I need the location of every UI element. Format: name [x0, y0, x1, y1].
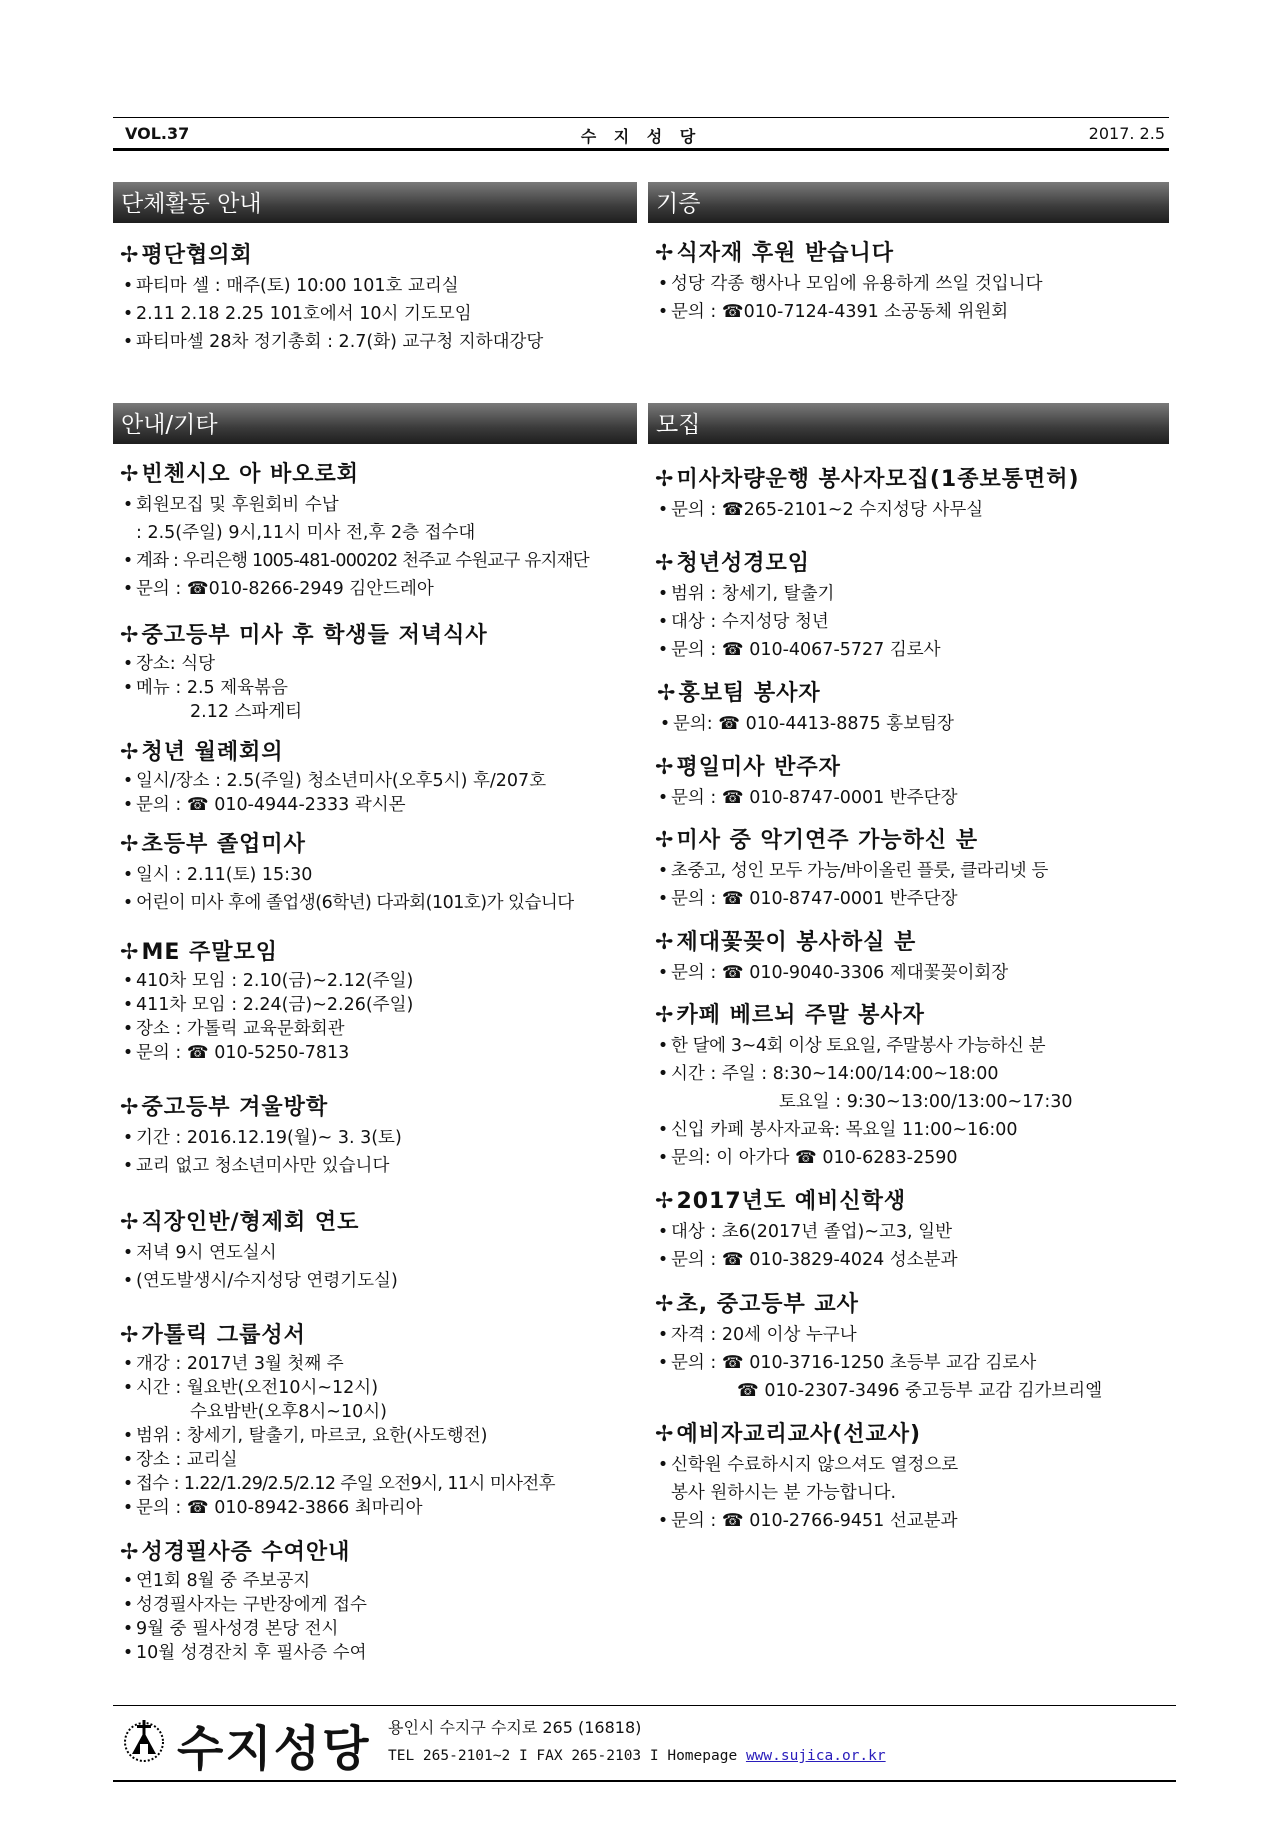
cross-icon: ✢: [655, 1003, 675, 1028]
item-title: ✢가톨릭 그룹성서: [120, 1323, 306, 1348]
bullet-icon: •: [122, 332, 134, 352]
item-title: ✢중고등부 겨울방학: [120, 1095, 329, 1120]
item-title: ✢빈첸시오 아 바오로회: [120, 462, 360, 487]
list-item: • 문의 : ☎ 010-5250-7813: [120, 1041, 413, 1065]
list-item: • 대상 : 초6(2017년 졸업)~고3, 일반: [655, 1218, 957, 1246]
bullet-icon: •: [122, 1019, 134, 1039]
bullet-icon: •: [657, 788, 669, 808]
list-item: • 2.11 2.18 2.25 101호에서 10시 기도모임: [120, 300, 543, 328]
cross-icon: ✢: [120, 940, 140, 965]
list-item: • 문의 : ☎265-2101~2 수지성당 사무실: [655, 496, 1080, 524]
cross-icon: ✢: [655, 828, 675, 853]
bullet-icon: •: [122, 654, 134, 674]
bullet-icon: •: [122, 1378, 134, 1398]
bullet-icon: •: [657, 1353, 669, 1373]
list-item: 수요밤반(오후8시~10시): [190, 1402, 387, 1422]
list-item: • 파티마셀 28차 정기총회 : 2.7(화) 교구청 지하대강당: [120, 328, 543, 356]
cross-icon: ✢: [120, 1095, 140, 1120]
item-title: ✢평단협의회: [120, 243, 253, 268]
list-item: • 장소 : 교리실: [120, 1448, 555, 1472]
bullet-icon: •: [657, 963, 669, 983]
item-weekday-organist: [655, 750, 957, 812]
list-item: • 연1회 8월 중 주보공지: [120, 1569, 367, 1593]
bullet-icon: •: [657, 889, 669, 909]
cross-icon: ✢: [120, 1210, 140, 1235]
bullet-icon: •: [657, 1036, 669, 1056]
list-item: • 문의 : ☎ 010-8747-0001 반주단장: [655, 885, 1048, 913]
bullet-icon: •: [657, 640, 669, 660]
list-item: • 문의: 이 아가다 ☎ 010-6283-2590: [655, 1144, 1073, 1172]
list-item: • 대상 : 수지성당 청년: [655, 608, 941, 636]
bullet-icon: •: [122, 995, 134, 1015]
bullet-icon: •: [122, 1474, 134, 1494]
list-item: 봉사 원하시는 분 가능합니다.: [671, 1483, 897, 1503]
item-bible-group: [120, 1318, 555, 1520]
cross-icon: ✢: [120, 243, 140, 268]
bullet-icon: •: [122, 893, 134, 913]
bullet-icon: •: [657, 584, 669, 604]
cross-icon: ✢: [655, 467, 675, 492]
item-teachers: [655, 1287, 1102, 1405]
list-item: • 성경필사자는 구반장에게 접수: [120, 1593, 367, 1617]
cross-icon: ✢: [655, 930, 675, 955]
cross-icon: ✢: [120, 1540, 140, 1565]
newsletter-title: 수 지 성 당: [580, 127, 702, 146]
bullet-icon: •: [657, 1120, 669, 1140]
list-item: • 초중고, 성인 모두 가능/바이올린 플룻, 클라리넷 등: [655, 857, 1048, 885]
list-item: • 일시 : 2.11(토) 15:30: [120, 861, 574, 889]
list-item: 2.12 스파게티: [190, 702, 303, 722]
bullet-icon: •: [122, 1271, 134, 1291]
list-item: • 범위 : 창세기, 탈출기: [655, 580, 941, 608]
item-pyeongdan: [120, 238, 543, 356]
volume-number: VOL.37: [125, 124, 190, 143]
item-young-adult-meeting: [120, 735, 546, 817]
bullet-icon: •: [122, 1643, 134, 1663]
bullet-icon: •: [122, 771, 134, 791]
item-bible-transcription: [120, 1535, 367, 1665]
item-driver-volunteer: [655, 462, 1080, 524]
cross-icon: ✢: [655, 1189, 675, 1214]
bullet-icon: •: [122, 1619, 134, 1639]
church-contact: [388, 1748, 886, 1764]
cross-icon: ✢: [655, 551, 675, 576]
item-title: ✢직장인반/형제회 연도: [120, 1210, 360, 1235]
list-item: • 10월 성경잔치 후 필사증 수여: [120, 1641, 367, 1665]
bullet-icon: •: [122, 495, 134, 515]
list-item: • 접수 : 1.22/1.29/2.5/2.12 주일 오전9시, 11시 미사전후: [120, 1472, 555, 1496]
bullet-icon: •: [122, 579, 134, 599]
list-item: • 문의 : ☎ 010-3716-1250 초등부 교감 김로사: [655, 1349, 1102, 1377]
bullet-icon: •: [122, 1156, 134, 1176]
cross-icon: ✢: [655, 1292, 675, 1317]
item-pr-volunteer: [657, 676, 954, 738]
list-item: • 문의 : ☎ 010-3829-4024 성소분과: [655, 1246, 957, 1274]
bullet-icon: •: [122, 1571, 134, 1591]
list-item: • 9월 중 필사성경 본당 전시: [120, 1617, 367, 1641]
list-item: • 신학원 수료하시지 않으셔도 열정으로: [655, 1451, 958, 1479]
church-logo-icon: [123, 1714, 165, 1770]
list-item: • 문의 : ☎ 010-4944-2333 곽시몬: [120, 793, 546, 817]
bullet-icon: •: [122, 1354, 134, 1374]
list-item: • 문의 : ☎010-7124-4391 소공동체 위원회: [655, 298, 1042, 326]
item-winter-break: [120, 1090, 402, 1180]
bullet-icon: •: [122, 1243, 134, 1263]
list-item: • 411차 모임 : 2.24(금)~2.26(주일): [120, 993, 413, 1017]
bullet-icon: •: [657, 1325, 669, 1345]
list-item: • 410차 모임 : 2.10(금)~2.12(주일): [120, 969, 413, 993]
bullet-icon: •: [122, 304, 134, 324]
cross-icon: ✢: [120, 832, 140, 857]
bullet-icon: •: [122, 971, 134, 991]
item-instrument-players: [655, 823, 1048, 913]
list-item: • 자격 : 20세 이상 누구나: [655, 1321, 1102, 1349]
list-item: • 문의 : ☎ 010-2766-9451 선교분과: [655, 1507, 958, 1535]
item-title: ✢청년 월례회의: [120, 740, 284, 765]
list-item: • 장소 : 가톨릭 교육문화회관: [120, 1017, 413, 1041]
item-title: ✢중고등부 미사 후 학생들 저녁식사: [120, 623, 488, 648]
bullet-icon: •: [657, 612, 669, 632]
item-title: ✢미사차량운행 봉사자모집(1종보통면허): [655, 467, 1080, 492]
bullet-icon: •: [122, 865, 134, 885]
cross-icon: ✢: [657, 681, 677, 706]
bullet-icon: •: [122, 276, 134, 296]
bullet-icon: •: [122, 551, 134, 571]
item-title: ✢예비자교리교사(선교사): [655, 1422, 922, 1447]
item-seminarian: [655, 1184, 957, 1274]
item-workers-memorial: [120, 1205, 398, 1295]
item-vincent: [120, 457, 589, 603]
bullet-icon: •: [122, 1595, 134, 1615]
item-me-weekend: [120, 935, 413, 1065]
list-item: • 계좌 : 우리은행 1005-481-000202 천주교 수원교구 유지재단: [120, 547, 589, 575]
church-address: 용인시 수지구 수지로 265 (16818): [388, 1718, 642, 1737]
item-title: ✢초등부 졸업미사: [120, 832, 306, 857]
list-item: • 문의 : ☎ 010-8747-0001 반주단장: [655, 784, 957, 812]
list-item: • 기간 : 2016.12.19(월)~ 3. 3(토): [120, 1124, 402, 1152]
list-item: • 일시/장소 : 2.5(주일) 청소년미사(오후5시) 후/207호: [120, 769, 546, 793]
bullet-icon: •: [657, 1250, 669, 1270]
cross-icon: ✢: [655, 755, 675, 780]
cross-icon: ✢: [120, 740, 140, 765]
item-altar-flowers: [655, 925, 1008, 987]
list-item: • 시간 : 주일 : 8:30~14:00/14:00~18:00: [655, 1060, 1073, 1088]
list-item: • 문의 : ☎ 010-8942-3866 최마리아: [120, 1496, 555, 1520]
item-title: ✢ME 주말모임: [120, 940, 279, 965]
bullet-icon: •: [659, 714, 671, 734]
bullet-icon: •: [122, 1128, 134, 1148]
item-graduation-mass: [120, 827, 574, 917]
list-item: • 회원모집 및 후원회비 수납: [120, 491, 589, 519]
issue-date: 2017. 2.5: [1088, 124, 1165, 143]
bullet-icon: •: [657, 861, 669, 881]
bullet-icon: •: [122, 1450, 134, 1470]
bullet-icon: •: [657, 1064, 669, 1084]
list-item: : 2.5(주일) 9시,11시 미사 전,후 2층 접수대: [136, 523, 476, 543]
list-item: • (연도발생시/수지성당 연령기도실): [120, 1267, 398, 1295]
item-food-donation: [655, 236, 1042, 326]
item-title: ✢2017년도 예비신학생: [655, 1189, 907, 1214]
contact-phone-fax: TEL 265-2101~2 I FAX 265-2103 I Homepage: [388, 1748, 738, 1764]
list-item: • 메뉴 : 2.5 제육볶음: [120, 676, 488, 700]
item-title: ✢성경필사증 수여안내: [120, 1540, 351, 1565]
list-item: • 어린이 미사 후에 졸업생(6학년) 다과회(101호)가 있습니다: [120, 889, 574, 917]
bullet-icon: •: [657, 1148, 669, 1168]
bullet-icon: •: [657, 500, 669, 520]
list-item: • 문의 : ☎ 010-9040-3306 제대꽃꽂이회장: [655, 959, 1008, 987]
list-item: • 시간 : 월요반(오전10시~12시): [120, 1376, 555, 1400]
bullet-icon: •: [657, 1222, 669, 1242]
cross-icon: ✢: [120, 1323, 140, 1348]
list-item: • 장소: 식당: [120, 652, 488, 676]
page-header: [113, 117, 1169, 151]
section-bar-donation: 기증: [648, 182, 1169, 223]
homepage-link[interactable]: www.sujica.or.kr: [745, 1748, 886, 1764]
list-item: • 파티마 셀 : 매주(토) 10:00 101호 교리실: [120, 272, 543, 300]
bullet-icon: •: [122, 678, 134, 698]
item-title: ✢청년성경모임: [655, 551, 810, 576]
cross-icon: ✢: [120, 623, 140, 648]
cross-icon: ✢: [655, 1422, 675, 1447]
bullet-icon: •: [122, 1426, 134, 1446]
list-item: • 한 달에 3~4회 이상 토요일, 주말봉사 가능하신 분: [655, 1032, 1073, 1060]
section-bar-group-activities: 단체활동 안내: [113, 182, 637, 223]
item-catechist: [655, 1417, 958, 1535]
section-bar-recruit: 모집: [648, 403, 1169, 444]
list-item: • 문의 : ☎ 010-4067-5727 김로사: [655, 636, 941, 664]
bullet-icon: •: [122, 1498, 134, 1518]
bullet-icon: •: [657, 274, 669, 294]
item-title: ✢식자재 후원 받습니다: [655, 241, 895, 266]
item-title: ✢카페 베르뇌 주말 봉사자: [655, 1003, 925, 1028]
list-item: ☎ 010-2307-3496 중고등부 교감 김가브리엘: [737, 1381, 1103, 1401]
bullet-icon: •: [657, 1511, 669, 1531]
item-young-adult-bible: [655, 546, 941, 664]
bullet-icon: •: [657, 302, 669, 322]
bullet-icon: •: [657, 1455, 669, 1475]
item-title: ✢홍보팀 봉사자: [657, 681, 821, 706]
church-name: 수지성당: [177, 1721, 371, 1777]
item-title: ✢초, 중고등부 교사: [655, 1292, 859, 1317]
bullet-icon: •: [122, 795, 134, 815]
item-youth-dinner: [120, 618, 488, 724]
section-bar-notice: 안내/기타: [113, 403, 637, 444]
list-item: • 개강 : 2017년 3월 첫째 주: [120, 1352, 555, 1376]
list-item: • 신입 카페 봉사자교육: 목요일 11:00~16:00: [655, 1116, 1073, 1144]
item-title: ✢미사 중 악기연주 가능하신 분: [655, 828, 979, 853]
list-item: • 성당 각종 행사나 모임에 유용하게 쓰일 것입니다: [655, 270, 1042, 298]
item-title: ✢제대꽃꽂이 봉사하실 분: [655, 930, 917, 955]
list-item: • 저녁 9시 연도실시: [120, 1239, 398, 1267]
cross-icon: ✢: [120, 462, 140, 487]
page-footer: [113, 1705, 1176, 1782]
list-item: • 범위 : 창세기, 탈출기, 마르코, 요한(사도행전): [120, 1424, 555, 1448]
list-item: 토요일 : 9:30~13:00/13:00~17:30: [779, 1092, 1073, 1112]
list-item: • 문의: ☎ 010-4413-8875 홍보팀장: [657, 710, 954, 738]
item-title: ✢평일미사 반주자: [655, 755, 841, 780]
cross-icon: ✢: [655, 241, 675, 266]
item-cafe-volunteer: [655, 998, 1073, 1172]
bullet-icon: •: [122, 1043, 134, 1063]
list-item: • 교리 없고 청소년미사만 있습니다: [120, 1152, 402, 1180]
list-item: • 문의 : ☎010-8266-2949 김안드레아: [120, 575, 589, 603]
